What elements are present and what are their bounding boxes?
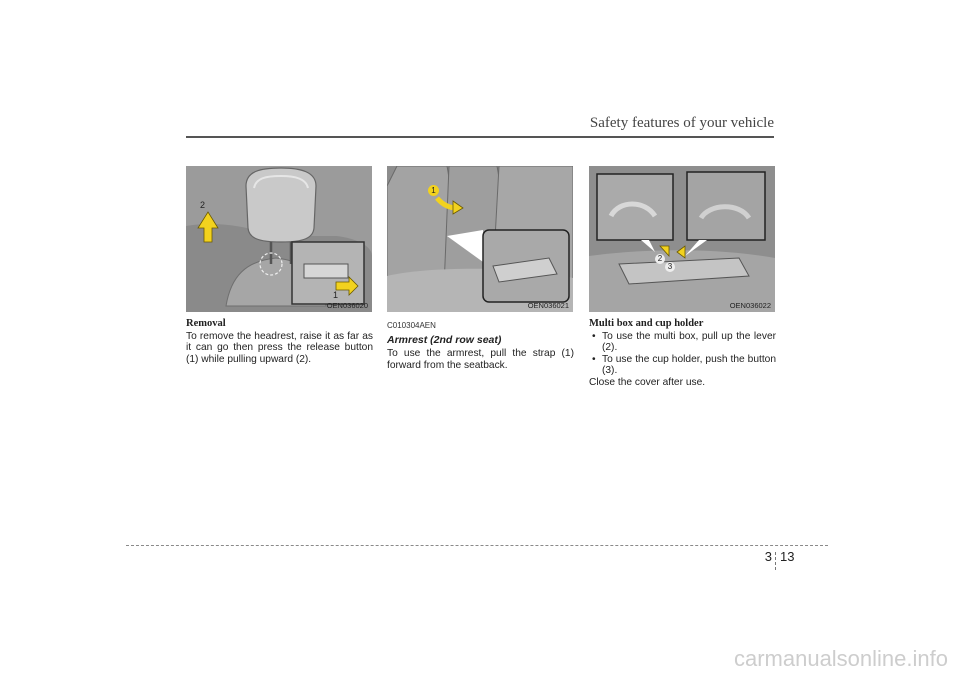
figure-armrest [387, 166, 573, 312]
heading-armrest: Armrest (2nd row seat) [387, 333, 502, 346]
bottom-watermark: carmanualsonline.info [733, 646, 948, 671]
heading-multibox: Multi box and cup holder [589, 318, 704, 329]
callout-2: 2 [655, 254, 665, 264]
section-number: 3 [764, 549, 772, 564]
figure-code: OEN036022 [729, 301, 771, 310]
heading-removal: Removal [186, 318, 226, 329]
page-number: 13 [780, 549, 795, 564]
instruction-list [589, 331, 776, 377]
multibox-illustration [589, 166, 775, 312]
callout-1: 1 [333, 290, 339, 300]
figure-multibox [589, 166, 775, 312]
side-watermark [123, 0, 149, 200]
page-number-divider [775, 552, 776, 570]
headrest-illustration [186, 166, 372, 312]
figure-code: OEN036021 [527, 301, 569, 310]
column-removal [186, 318, 373, 365]
list-item: • To use the cup holder, push the button (3). [589, 354, 776, 377]
callout-3: 3 [665, 262, 675, 272]
column-armrest [387, 318, 574, 371]
section-header: Safety features of your vehicle [589, 115, 774, 131]
section-code: C010304AEN [387, 321, 436, 330]
footer-rule [126, 545, 828, 546]
figure-code: OEN036020 [326, 301, 368, 310]
header-rule [186, 136, 774, 138]
body-armrest: To use the armrest, pull the strap (1) forward from the seatback. [387, 348, 574, 371]
callout-1: 1 [428, 185, 439, 196]
figure-headrest [186, 166, 372, 312]
list-item: • To use the multi box, pull up the lever (2). [589, 331, 776, 354]
armrest-illustration [387, 166, 573, 312]
callout-2: 2 [200, 200, 206, 210]
body-removal: To remove the headrest, raise it as far as it can go then press the release button (1) while pulling upward (2). [186, 330, 373, 365]
column-multibox [589, 318, 776, 389]
closing-note: Close the cover after use. [589, 376, 706, 388]
